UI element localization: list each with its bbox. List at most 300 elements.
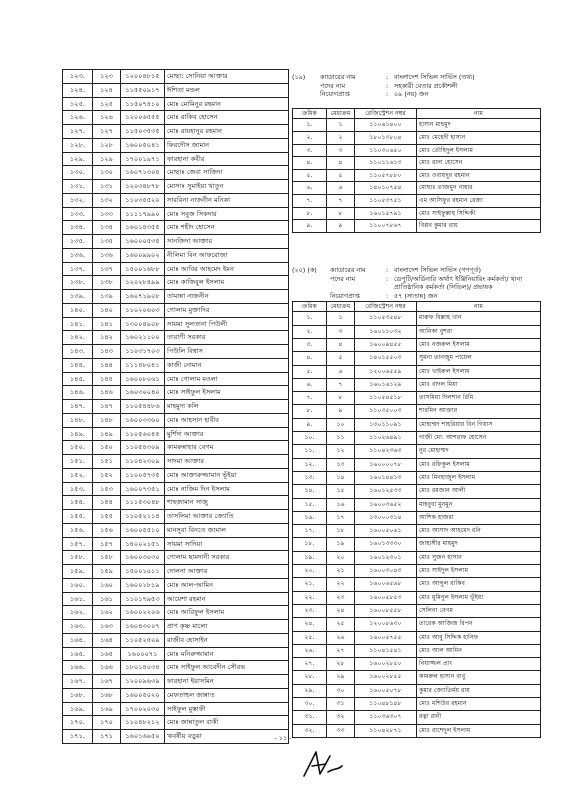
registration-cell: ১৬০০৩০৩০ [121, 551, 165, 565]
table-row [63, 125, 289, 139]
serial-cell: ১৫৫. [63, 510, 93, 524]
registration-cell: ১৪০১০৭৫৪ [355, 182, 417, 195]
registration-cell: ১৮০১৪০৩৪ [121, 661, 165, 675]
serial-cell: ১৪৮. [63, 413, 93, 427]
registration-cell: ১৬০০০৭১ [121, 647, 165, 661]
block1-sep: : [386, 81, 389, 90]
name-cell: মোঃ রায়হানুর রহমান [165, 125, 289, 139]
name-cell: সাইফুল মুস্তাফী [165, 702, 289, 716]
table-row [293, 365, 541, 378]
registration-cell: ১৬০১৫৭৯১ [355, 207, 417, 220]
registration-cell: ১১০৪২৩০৯ [121, 455, 165, 469]
name-cell: মোঃ মেহেদী হাসান [417, 131, 541, 144]
table-row [293, 485, 541, 498]
name-cell: এম আসিফুর রহমান রেজা [417, 194, 541, 207]
merit-cell: ২০ [327, 551, 355, 564]
registration-cell: ১৬০১৩৩৩০ [355, 538, 417, 551]
registration-cell: ১২০০৬৫৫৫ [121, 111, 165, 125]
name-cell: ঋবর্ষীয় বড়ুয়া [165, 730, 289, 744]
merit-cell: ১৫৫ [93, 510, 121, 524]
merit-cell: ১৬৪ [93, 633, 121, 647]
serial-cell: ১২. [293, 458, 327, 471]
registration-cell: ১৬০১২৫৩৩ [355, 485, 417, 498]
table-row [293, 471, 541, 484]
name-cell: মোঃ খাইরুল ইসলাম [417, 365, 541, 378]
name-cell: বিপ্লব কুমার রায় [417, 220, 541, 233]
serial-cell: ১২৯. [63, 152, 93, 166]
serial-cell: ২৯. [293, 684, 327, 697]
name-cell: মোঃ রানা হোসেন [417, 157, 541, 170]
serial-cell: ১২৩. [63, 70, 93, 84]
table-row [63, 400, 289, 414]
serial-cell: ১৫৩. [63, 482, 93, 496]
registration-cell: ১৫০০১০১১ [121, 565, 165, 579]
registration-cell: ১১০৩১৭০৩ [121, 345, 165, 359]
table-row [63, 345, 289, 359]
serial-cell: ১৩৪. [63, 221, 93, 235]
registration-cell: ১৬০০৭৩৫১ [121, 482, 165, 496]
name-cell: মোঃ আক্তারুজ্জামান ভূঁইয়া [165, 468, 289, 482]
registration-cell: ১১০২০৬০৩ [121, 303, 165, 317]
registration-cell: ১৬০০৫৫১০ [121, 523, 165, 537]
registration-cell: ১৬০০০০৭৮ [355, 458, 417, 471]
serial-cell: ১৬৬. [63, 661, 93, 675]
registration-cell: ১৬০০৫৮৫৩ [355, 591, 417, 604]
table-row [293, 698, 541, 711]
serial-cell: ১৬০. [63, 578, 93, 592]
merit-cell: ২৯ [327, 671, 355, 684]
left-table-body [63, 70, 289, 744]
table-row [63, 537, 289, 551]
serial-cell: ১৪২. [63, 331, 93, 345]
table-row [63, 413, 289, 427]
name-cell: তাসলিমা আক্তার জ্যোতি [165, 510, 289, 524]
serial-cell: ২৭. [293, 658, 327, 671]
merit-cell: ১৩২ [93, 193, 121, 207]
table-row [63, 166, 289, 180]
table-row [63, 235, 289, 249]
serial-cell: ১৭১. [63, 730, 93, 744]
merit-cell: ১৯ [327, 538, 355, 551]
table-row [63, 262, 289, 276]
block1-count-value: ০৯ (নয়) জন [394, 90, 429, 99]
table-row [63, 565, 289, 579]
table-row [63, 70, 289, 84]
name-cell: রত্না রানী [417, 711, 541, 724]
merit-cell: ২৮ [327, 658, 355, 671]
header-name: নাম [417, 302, 541, 312]
name-cell: মাহবুবা মুনমুন [417, 498, 541, 511]
name-cell: মোঃ রমজান আলী [417, 485, 541, 498]
block2-cadre-label: ক্যাডারের নাম [330, 266, 366, 274]
registration-cell: ১১০৩০৬৫০ [355, 144, 417, 157]
registration-cell: ১৬০০৫০২০ [121, 688, 165, 702]
name-cell: নীলিমা বিন আফরোজা [165, 248, 289, 262]
merit-cell: ১১ [327, 432, 355, 445]
block2-post-label: পদের নাম [330, 274, 356, 283]
merit-cell: ২ [327, 131, 355, 144]
name-cell: মোঃ আরিফুল ইসলাম [165, 606, 289, 620]
merit-cell: ১৫৩ [93, 482, 121, 496]
merit-cell: ১৫৪ [93, 496, 121, 510]
serial-cell: ৬. [293, 182, 327, 195]
registration-cell: ১১০৫২৫০৯ [121, 633, 165, 647]
serial-cell: ৪. [293, 352, 327, 365]
name-cell: কামরুন্নাহার বেগম [165, 441, 289, 455]
name-cell: মোঃ জান্নাতুল বাকী [165, 716, 289, 730]
merit-cell: ৩ [327, 325, 355, 338]
table-row [63, 647, 289, 661]
block1-cadre-value: বাংলাদেশ সিভিল সার্ভিস (তথ্য) [394, 73, 475, 81]
registration-cell: ১১০৩৬৩০৭ [355, 711, 417, 724]
merit-cell: ১২৫ [93, 97, 121, 111]
serial-cell: ১৫৪. [63, 496, 93, 510]
registration-cell: ১৬০১৬১২৯ [355, 378, 417, 391]
registration-cell: ১১৫৫০৯১৭ [121, 83, 165, 97]
registration-cell: ১১০৫৪৪৮৬ [121, 400, 165, 414]
table-row [293, 405, 541, 418]
page-number: - ১১ - [274, 734, 292, 742]
table-row [293, 182, 541, 195]
registration-cell: ১৩০১১০৯১ [355, 418, 417, 431]
merit-cell: ১৪৫ [93, 372, 121, 386]
name-cell: নিয়াজ্জল প্রাং [417, 658, 541, 671]
registration-cell: ১২০২৮৪৯৯ [121, 276, 165, 290]
serial-cell: ১৪৬. [63, 386, 93, 400]
name-cell: সুমনা তানজুম পায়েল [417, 352, 541, 365]
block2-cadre-value: বাংলাদেশ সিভিল সার্ভিস (গণপূর্ত) [394, 266, 482, 274]
serial-cell: ৩২. [293, 724, 327, 737]
name-cell: শাহজামান সাজু [165, 496, 289, 510]
serial-cell: ৭. [293, 194, 327, 207]
serial-cell: ১৪১. [63, 317, 93, 331]
name-cell: আশিক হাজরা [417, 511, 541, 524]
registration-cell: ১২০০৬৫৫৯ [355, 365, 417, 378]
merit-cell: ২৩ [327, 591, 355, 604]
serial-cell: ২৮. [293, 671, 327, 684]
name-cell: কাজী নোমান [165, 358, 289, 372]
registration-cell: ১১০০৭৮৬৭ [355, 220, 417, 233]
name-cell: প্রাণ কৃষ্ণ মালো [165, 620, 289, 634]
name-cell: সায়মা সাদিয়া [165, 537, 289, 551]
merit-cell: ১৩৮ [93, 276, 121, 290]
name-cell: মোসাঃ সুমাইয়া খাতুন [165, 180, 289, 194]
table-row [63, 180, 289, 194]
name-cell: মোছা: সোনিয়া আক্তার [165, 70, 289, 84]
name-cell: গোলাম মুক্তাদির [165, 303, 289, 317]
serial-cell: ১৪৯. [63, 427, 93, 441]
serial-cell: ২. [293, 131, 327, 144]
serial-cell: ১৫১. [63, 455, 93, 469]
serial-cell: ৬. [293, 378, 327, 391]
serial-cell: ১. [293, 312, 327, 325]
merit-cell: ১২ [327, 445, 355, 458]
registration-cell: ১১০৫২১১৪ [121, 510, 165, 524]
block2-header [292, 266, 542, 300]
merit-cell: ১২৩ [93, 70, 121, 84]
table-row [293, 498, 541, 511]
block2-table-body [293, 312, 541, 738]
serial-cell: ১৪৩. [63, 345, 93, 359]
header-name: নাম [417, 109, 541, 119]
table-row [63, 482, 289, 496]
merit-cell: ১৫৯ [93, 565, 121, 579]
table-row [63, 372, 289, 386]
table-row [293, 432, 541, 445]
merit-cell: ৩ [327, 144, 355, 157]
serial-cell: ১৪০. [63, 303, 93, 317]
name-cell: মেফতাহুল জান্নাত [165, 688, 289, 702]
merit-cell: ১৫০ [93, 441, 121, 455]
table-row [63, 468, 289, 482]
serial-cell: ১৩৫. [63, 235, 93, 249]
table-row [293, 445, 541, 458]
name-cell: মাহমুদা কলি [165, 400, 289, 414]
merit-cell: ১০ [327, 418, 355, 431]
name-cell: গাজী মো: আশরাফ হোসেন [417, 432, 541, 445]
serial-cell: ১৩৯. [63, 290, 93, 304]
merit-cell: ১৪১ [93, 317, 121, 331]
merit-cell: ১৩৪ [93, 221, 121, 235]
serial-cell: ১২৬. [63, 111, 93, 125]
name-cell: কামরুল হাসান বাবু [417, 671, 541, 684]
serial-cell: ১৬৮. [63, 688, 93, 702]
serial-cell: ৯. [293, 418, 327, 431]
serial-cell: ১৬৫. [63, 647, 93, 661]
merit-cell: ২৪ [327, 604, 355, 617]
registration-cell: ১১০৩৫০০৩ [355, 405, 417, 418]
name-cell: ফারহানা কবীর [165, 152, 289, 166]
table-row [293, 119, 541, 132]
serial-cell: ১৩০. [63, 166, 93, 180]
merit-cell: ২৭ [327, 644, 355, 657]
table-row [63, 716, 289, 730]
table-row [63, 675, 289, 689]
merit-cell: ৩০ [327, 684, 355, 697]
serial-cell: ৪. [293, 157, 327, 170]
header-registration: রেজিস্ট্রেশন নম্বর [355, 302, 417, 312]
name-cell: মোঃ আব্দুল রাকিব [417, 578, 541, 591]
registration-cell: ১৮০১৩৮০৪ [355, 131, 417, 144]
serial-cell: ৩. [293, 144, 327, 157]
name-cell: মোঃ শহীদ হোসেন [165, 221, 289, 235]
table-row [293, 312, 541, 325]
merit-cell: ১৪২ [93, 331, 121, 345]
merit-cell: ১৪৬ [93, 386, 121, 400]
merit-cell: ১৬০ [93, 578, 121, 592]
block2-sep: : [386, 266, 389, 274]
merit-cell: ৩৩ [327, 724, 355, 737]
registration-cell: ১৬০০১৮১৯ [121, 578, 165, 592]
serial-cell: ১১. [293, 445, 327, 458]
merit-cell: ৫ [327, 169, 355, 182]
table-row [63, 427, 289, 441]
serial-cell: ৩. [293, 338, 327, 351]
registration-cell: ১২০৩৪৮৭৮ [121, 180, 165, 194]
serial-cell: ১৫২. [63, 468, 93, 482]
registration-cell: ১৬০০৫০৬১ [355, 525, 417, 538]
table-row [63, 386, 289, 400]
serial-cell: ৩০. [293, 698, 327, 711]
serial-cell: ৫. [293, 365, 327, 378]
registration-cell: ১৬০৩০০৪০ [121, 386, 165, 400]
table-row [293, 144, 541, 157]
block1-sep: : [386, 90, 389, 99]
block1-table [292, 108, 541, 233]
name-cell: দোলনা আক্তার [165, 565, 289, 579]
registration-cell: ১৬০০৩৬৫২ [355, 498, 417, 511]
table-row [63, 276, 289, 290]
name-cell: মোঃ রফিকুল ইসলাম [417, 458, 541, 471]
merit-cell: ১৬৮ [93, 688, 121, 702]
serial-cell: ৫. [293, 169, 327, 182]
header-serial: ক্রমিক [293, 109, 327, 119]
registration-cell: ১৬০১৬৯৫০ [121, 730, 165, 744]
block1-sep: : [386, 73, 389, 81]
table-row [293, 458, 541, 471]
registration-cell: ১১০২৬৪৯১ [355, 432, 417, 445]
registration-cell: ১৬০০৫৭৫৫ [355, 631, 417, 644]
serial-cell: ১২৭. [63, 125, 93, 139]
serial-cell: ১৪৫. [63, 372, 93, 386]
registration-cell: ১৬০৭১৯০৮ [121, 290, 165, 304]
header-merit: মেধাক্রম [327, 109, 355, 119]
registration-cell: ১১০৫৩৭৫১ [355, 194, 417, 207]
name-cell: মুর্শিদা আক্তার [165, 427, 289, 441]
name-cell: মোঃ আহসান হাবীব [165, 413, 289, 427]
table-row [293, 392, 541, 405]
registration-cell: ১১০৫৪৩০৯ [121, 441, 165, 455]
table-row [293, 511, 541, 524]
table-row [293, 157, 541, 170]
serial-cell: ১৫. [293, 498, 327, 511]
name-cell: মোঃ আবির আহমেদ ইমন [165, 262, 289, 276]
table-row [63, 620, 289, 634]
block2-post-value: ডেপুটি/অর্ডিনারি অর্থাৎ ইঞ্জিনিয়ারিং কর্মকর্তা/ থানা প্রাতিষ্ঠানিক কর্মকর্তা (সিভিল)/ প্রভাষক [394, 274, 523, 292]
name-cell: মোঃ সবুজ সিকদার [165, 207, 289, 221]
table-row [63, 606, 289, 620]
registration-cell: ১৬০১১০৩২ [355, 325, 417, 338]
merit-cell: ১৪৪ [93, 358, 121, 372]
name-cell: ফারহানা ইয়াসমিন [165, 675, 289, 689]
block2-count-value: ৫৭ (সাতান্ন) জন [394, 291, 438, 300]
name-cell: নুর মোহাম্মদ [417, 445, 541, 458]
table-row [63, 317, 289, 331]
block2-table-header-row [293, 302, 541, 312]
table-row [63, 138, 289, 152]
merit-cell: ১৩৬ [93, 248, 121, 262]
name-cell: মোছাঃ তাজমুন নাহার [417, 182, 541, 195]
merit-cell: ১৪৮ [93, 413, 121, 427]
serial-cell: ২৬. [293, 644, 327, 657]
serial-cell: ১৬১. [63, 592, 93, 606]
serial-cell: ২৫. [293, 631, 327, 644]
merit-cell: ১৬১ [93, 592, 121, 606]
merit-cell: ২৫ [327, 618, 355, 631]
merit-cell: ২২ [327, 578, 355, 591]
merit-cell: ১৬ [327, 498, 355, 511]
name-cell: আয়েশা রহমান [165, 592, 289, 606]
serial-cell: ১২৫. [63, 97, 93, 111]
merit-cell: ১৪০ [93, 303, 121, 317]
registration-cell: ১৬০০৫০৪১ [121, 138, 165, 152]
merit-cell: ১৮ [327, 525, 355, 538]
merit-cell: ৪ [327, 338, 355, 351]
registration-cell: ১১০৪২৩৬৩ [355, 445, 417, 458]
serial-cell: ১৬. [293, 511, 327, 524]
merit-cell: ২১ [327, 565, 355, 578]
merit-cell: ১৬৬ [93, 661, 121, 675]
serial-cell: ১৩. [293, 471, 327, 484]
merit-cell: ১৫৮ [93, 551, 121, 565]
table-row [293, 131, 541, 144]
block1-number: (১৯) [292, 73, 306, 81]
table-row [63, 592, 289, 606]
registration-cell: ১১০৪২৮৭১ [355, 724, 417, 737]
table-row [63, 523, 289, 537]
registration-cell: ১৬০০৯৪৫৫ [355, 338, 417, 351]
serial-cell: ১৫৭. [63, 537, 93, 551]
name-cell: মানসুরা বিনতে জামাল [165, 523, 289, 537]
serial-cell: ১২৮. [63, 138, 93, 152]
name-cell: তামান্না নাজনীন [165, 290, 289, 304]
registration-cell: ১১০৫৪৫১৮ [355, 392, 417, 405]
name-cell: সাবরিনা নাজনীন মনিকা [165, 193, 289, 207]
table-row [293, 169, 541, 182]
serial-cell: ১৩৩. [63, 207, 93, 221]
table-row [63, 358, 289, 372]
name-cell: পিউলি বিশ্বাস [165, 345, 289, 359]
name-cell: সেলিনা বেগম [417, 604, 541, 617]
merit-cell: ১৬২ [93, 606, 121, 620]
name-cell: মোঃ মুমিনুল ইসলাম ভূঁইয়া [417, 591, 541, 604]
merit-cell: ১২৭ [93, 125, 121, 139]
merit-cell: ১৫২ [93, 468, 121, 482]
serial-cell: ১৫৯. [63, 565, 93, 579]
name-cell: মোঃ আল-আমিন [165, 578, 289, 592]
merit-cell: ১২৪ [93, 83, 121, 97]
registration-cell: ১৪০১৫৫০৩ [355, 352, 417, 365]
serial-cell: ১৬২. [63, 606, 93, 620]
registration-cell: ১৬০২১১০০ [121, 331, 165, 345]
registration-cell: ১৬০০৩৩৬০ [121, 413, 165, 427]
table-row [293, 684, 541, 697]
header-serial: ক্রমিক [293, 302, 327, 312]
table-row [63, 578, 289, 592]
merit-cell: ৭ [327, 378, 355, 391]
name-cell: জাহাঙ্গীর মাহমুদ [417, 538, 541, 551]
merit-cell: ৯ [327, 405, 355, 418]
name-cell: মোঃ গোলাম মওলা [165, 372, 289, 386]
name-cell: মোঃ মোমিনুর রহমান [165, 97, 289, 111]
merit-cell: ১৬৯ [93, 702, 121, 716]
merit-cell: ৬ [327, 365, 355, 378]
name-cell: মোঃ আবু সিদ্দিক হানিফ [417, 631, 541, 644]
merit-cell: ১ [327, 312, 355, 325]
table-row [63, 510, 289, 524]
serial-cell: ১৫৮. [63, 551, 93, 565]
serial-cell: ১৩১. [63, 180, 93, 194]
serial-cell: ১৪৪. [63, 358, 93, 372]
registration-cell: ১৭০০২০৩০ [121, 702, 165, 716]
merit-cell: ৭ [327, 194, 355, 207]
header-registration: রেজিস্ট্রেশন নম্বর [355, 109, 417, 119]
block1-post-value: সহকারী বেতার প্রকৌশলী [394, 81, 458, 90]
registration-cell: ১১০৫৭৮৮০ [355, 169, 417, 182]
table-row [293, 658, 541, 671]
registration-cell: ১৬০০২৮৫৫ [355, 671, 417, 684]
serial-cell: ২১. [293, 578, 327, 591]
